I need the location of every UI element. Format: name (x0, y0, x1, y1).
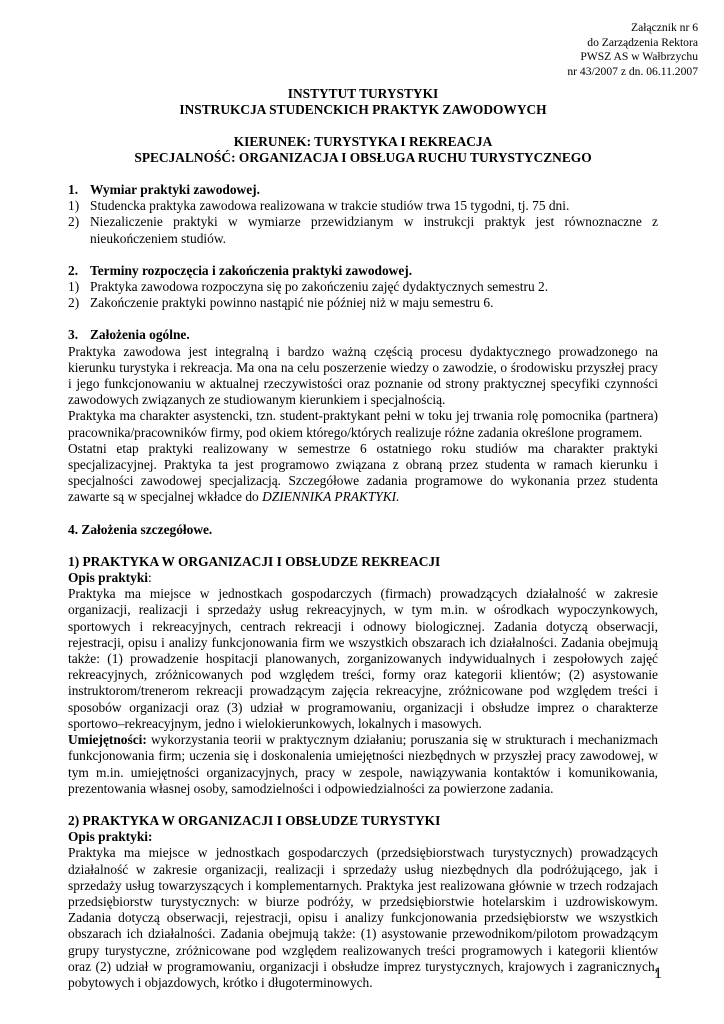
section-4-heading: 4. Założenia szczegółowe. (68, 521, 213, 537)
section-heading (68, 263, 658, 279)
document-body (68, 86, 658, 991)
attachment-line: do Zarządzenia Rektora (587, 35, 698, 49)
practice-heading: 1) PRAKTYKA W ORGANIZACJI I OBSŁUDZE REKREACJI (68, 553, 441, 569)
practice-skills (68, 732, 658, 797)
section-number: 1. (68, 182, 79, 197)
page-number: 1 (654, 965, 662, 982)
section-title: Wymiar praktyki zawodowej. (90, 182, 260, 197)
practice-description-label: Opis praktyki: (68, 829, 153, 845)
list-item-text: Studencka praktyka zawodowa realizowana w trakcie studiów trwa 15 tygodni, tj. 75 dni. (90, 198, 570, 214)
section-heading (68, 182, 658, 198)
list-item-text: Niezaliczenie praktyki w wymiarze przewidzianym w instrukcji praktyk jest równoznaczne z nieukończeniem studiów. (90, 214, 658, 246)
list-item (68, 198, 658, 214)
attachment-line: PWSZ AS w Wałbrzychu (580, 50, 698, 64)
paragraph: Praktyka ma charakter asystencki, tzn. student-praktykant pełni w toku jej trwania rolę pomocnika (partnera) pracownika/pracowników firmy, pod okiem którego/których realizuje różne zadania określone programem. (68, 408, 658, 440)
practice-heading: 2) PRAKTYKA W ORGANIZACJI I OBSŁUDZE TURYSTYKI (68, 812, 441, 828)
list-item-number: 1) (68, 198, 80, 214)
section-3 (68, 327, 658, 505)
section-title: Terminy rozpoczęcia i zakończenia praktyki zawodowej. (90, 262, 413, 278)
practice-1 (68, 554, 658, 797)
practice-2 (68, 813, 658, 991)
attachment-line: Załącznik nr 6 (631, 21, 698, 34)
attachment-line: nr 43/2007 z dn. 06.11.2007 (567, 64, 698, 78)
list-item-text: Zakończenie praktyki powinno nastąpić nie później niż w maju semestru 6. (90, 295, 494, 311)
list-item-number: 2) (68, 295, 80, 311)
practice-description: Praktyka ma miejsce w jednostkach gospodarczych (przedsiębiorstwach turystycznych) prowadzących działalność w zakresie organizacji, realizacji i sprzedaży usług niezbędnych dla podróżującego, jak i sprzedaży usług towarzyszących i komplementarnych. Praktyka jest realizowana głównie w trzech rodzajach przedsiębiorstw turystycznych: w biurze podróży, w przedsiębiorstwie hotelarskim i uzdrowiskowym. Zadania dotyczą obserwacji, rejestracji, opisu i analizy funkcjonowania przedsiębiorstw we wszystkich obszarach ich działalności. Zadania obejmują także: (1) asystowanie przewodnikom/pilotom prowadzącym grupy turystyczne, zróżnicowane pod względem realizowanych treści programowych i kategorii klientów oraz (2) udział w programowaniu, organizacji i obsłudze imprez turystycznych, krajowych i zagranicznych, pobytowych i objazdowych, krótko i długoterminowych. (68, 845, 658, 990)
skills-label: Umiejętności: (68, 732, 147, 748)
list-item-number: 1) (68, 279, 80, 295)
section-1 (68, 182, 658, 247)
diary-title: DZIENNIKA PRAKTYKI. (262, 489, 400, 505)
section-heading (68, 327, 658, 343)
institute-title: INSTYTUT TURYSTYKI (287, 86, 439, 101)
practice-description: Praktyka ma miejsce w jednostkach gospodarczych (firmach) prowadzących działalność w zakresie organizacji, realizacji i sprzedaży usług rekreacyjnych, w tym m.in. w ośrodkach wypoczynkowych, sportowych i rekreacyjnych, centrach rekreacji i odnowy biologicznej. Zadania dotyczą obserwacji, rejestracji, opisu i analizy funkcjonowania firm we wszystkich obszarach ich działalności. Zadania obejmują także: (1) prowadzenie hospitacji planowanych, zorganizowanych indywidualnych i zespołowych zajęć rekreacyjnych, zróżnicowanych pod względem treści, formy oraz kategorii klientów; (2) asystowanie instruktorom/trenerom rekreacji prowadzącym zajęcia rekreacyjne, zróżnicowane pod względem treści i sposobów organizacji oraz (3) udział w programowaniu, organizacji i obsłudze imprez o charakterze sportowo–rekreacyjnym, jedno i wielokierunkowych, lokalnych i masowych. (68, 586, 658, 731)
section-number: 3. (68, 327, 79, 343)
list-item-text: Praktyka zawodowa rozpoczyna się po zakończeniu zajęć dydaktycznych semestru 2. (90, 279, 549, 295)
section-title: Założenia ogólne. (90, 327, 190, 343)
field-of-study-title: KIERUNEK: TURYSTYKA I REKREACJA (233, 134, 493, 149)
attachment-note (478, 21, 698, 79)
document-title: INSTRUKCJA STUDENCKICH PRAKTYK ZAWODOWYCH (179, 102, 547, 117)
skills-text: wykorzystania teorii w praktycznym działaniu; poruszania się w strukturach i mechanizmach funkcjonowania firm; uczenia się i doskonalenia umiejętności niezbędnych w przyszłej pracy zawodowej, w tym m.in. umiejętności organizacyjnych, pracy w zespole, nawiązywania kontaktów i komunikowania, prezentowania własnej osoby, samodzielności i odpowiedzialności za powierzone zadania. (68, 732, 658, 796)
list-item-number: 2) (68, 214, 80, 230)
specialization-title: SPECJALNOŚĆ: ORGANIZACJA I OBSŁUGA RUCHU TURYSTYCZNEGO (134, 150, 592, 165)
list-item (68, 295, 658, 311)
paragraph (68, 441, 658, 506)
section-number: 2. (68, 262, 79, 278)
list-item (68, 279, 658, 295)
section-2 (68, 263, 658, 312)
paragraph: Praktyka zawodowa jest integralną i bardzo ważną częścią procesu dydaktycznego prowadzonego na kierunku turystyka i rekreacja. Ma ona na celu poszerzenie wiedzy o zawodzie, o środowisku przyszłej pracy i jego funkcjonowaniu w aktualnej rzeczywistości oraz poznanie od strony praktycznej specyfiki czynności zawodowych związanych ze studiowanym kierunkiem i specjalnością. (68, 343, 658, 408)
list-item (68, 214, 658, 246)
paragraph-text: Ostatni etap praktyki realizowany w semestrze 6 ostatniego roku studiów ma charakter praktyki specjalizacyjnej. Praktyka ta jest programowo związana z obraną przez studenta w ramach kierunku i specjalności zawodowej specjalizacją. Szczegółowe zadania programowe do wykonania przez studenta zawarte są w specjalnej wkładce do (68, 440, 658, 505)
practice-description-label: Opis praktyki: (68, 570, 152, 586)
